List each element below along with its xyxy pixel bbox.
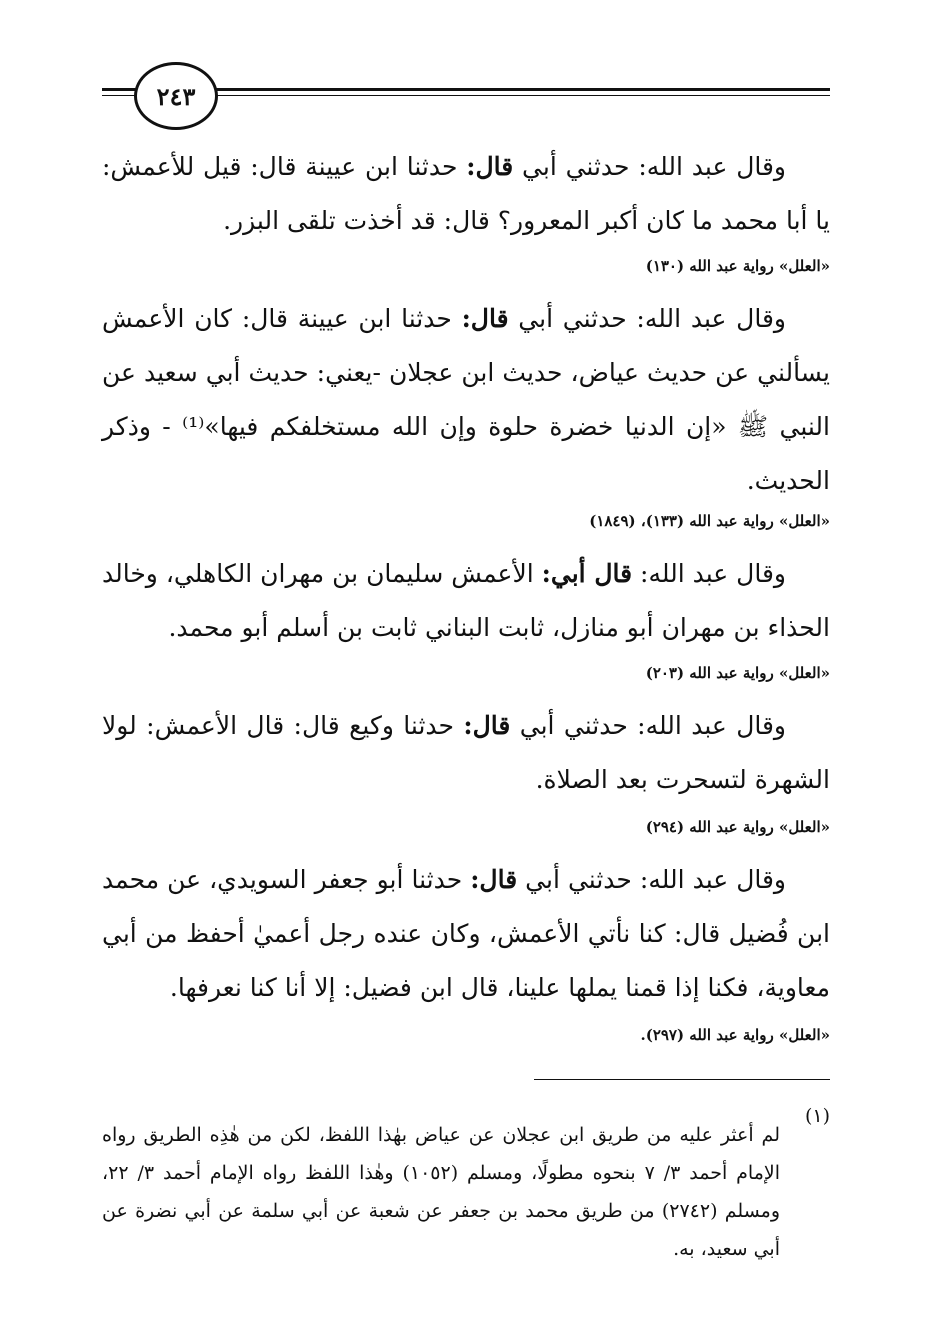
paragraph-3-bold: قال أبي: [541,559,633,588]
header-rule-right [200,88,830,91]
paragraph-1-bold: قال: [466,152,514,181]
source-citation-4: «العلل» رواية عبد الله (٢٩٤) [645,818,830,836]
paragraph-3 [102,547,830,655]
text-block-4 [102,699,830,807]
source-citation-1: «العلل» رواية عبد الله (١٣٠) [645,257,830,275]
footnote [102,1097,830,1287]
source-block-4 [102,814,830,840]
header-rule-right-thin [200,95,830,96]
paragraph-4-lead: وقال عبد الله: حدثني أبي [510,711,786,740]
paragraph-1-lead: وقال عبد الله: حدثني أبي [513,152,786,181]
footnote-number: (١) [804,1105,830,1127]
source-block-1 [102,253,830,279]
page-number-badge [134,62,218,130]
paragraph-4-bold: قال: [463,711,511,740]
paragraph-2-lead: وقال عبد الله: حدثني أبي [508,304,786,333]
page-number: ٢٤٣ [156,81,196,111]
paragraph-5-bold: قال: [470,865,518,894]
text-block-2 [102,292,830,508]
footnote-rule [534,1079,830,1080]
text-block-1 [102,140,830,248]
paragraph-1-text: حدثنا ابن عيينة قال: قيل للأعمش: يا أبا محمد ما كان أكبر المعرور؟ قال: قد أخذت تلقى البزر. [102,152,830,235]
paragraph-4 [102,699,830,807]
paragraph-5 [102,853,830,1015]
text-block-3 [102,547,830,655]
paragraph-2-bold: قال: [461,304,509,333]
paragraph-3-text: الأعمش سليمان بن مهران الكاهلي، وخالد الحذاء بن مهران أبو منازل، ثابت البناني ثابت بن أسلم أبو محمد. [102,559,830,642]
source-citation-2: «العلل» رواية عبد الله (١٣٣)، (١٨٤٩) [589,512,830,530]
paragraph-3-lead: وقال عبد الله: [632,559,786,588]
source-citation-3: «العلل» رواية عبد الله (٢٠٣) [645,664,830,682]
source-block-2 [102,508,830,534]
text-block-5 [102,853,830,1015]
source-block-5 [102,1022,830,1048]
paragraph-4-text: حدثنا وكيع قال: قال الأعمش: لولا الشهرة لتسحرت بعد الصلاة. [102,711,830,794]
source-citation-5: «العلل» رواية عبد الله (٢٩٧). [640,1026,830,1044]
paragraph-5-lead: وقال عبد الله: حدثني أبي [517,865,786,894]
footnote-text: لم أعثر عليه من طريق ابن عجلان عن عياض بهٰذا اللفظ، لكن من هٰذِه الطريق رواه الإمام أحمد ٣/ ٧ بنحوه مطولًا، ومسلم (١٠٥٢) وهٰذا اللفظ رواه الإمام أحمد ٣/ ٢٢، ومسلم (٢٧٤٢) من طريق محمد بن جعفر عن شعبة عن أبي سلمة عن أبي نضرة عن أبي سعيد، به. [102,1124,781,1260]
paragraph-2-text: حدثنا ابن عيينة قال: كان الأعمش يسألني عن حديث عياض، حديث ابن عجلان -يعني: حديث أبي سعيد عن النبي ﷺ «إن الدنيا خضرة حلوة وإن الله مستخلفكم فيها»⁽¹⁾ - وذكر الحديث. [102,304,830,495]
source-block-3 [102,660,830,686]
paragraph-2 [102,292,830,508]
paragraph-5-text: حدثنا أبو جعفر السويدي، عن محمد ابن فُضيل قال: كنا نأتي الأعمش، وكان عنده رجل أعميٰ أحفظ من أبي معاوية، فكنا إذا قمنا يملها علينا، قال ابن فضيل: إلا أنا كنا نعرفها. [102,865,830,1002]
paragraph-1 [102,140,830,248]
